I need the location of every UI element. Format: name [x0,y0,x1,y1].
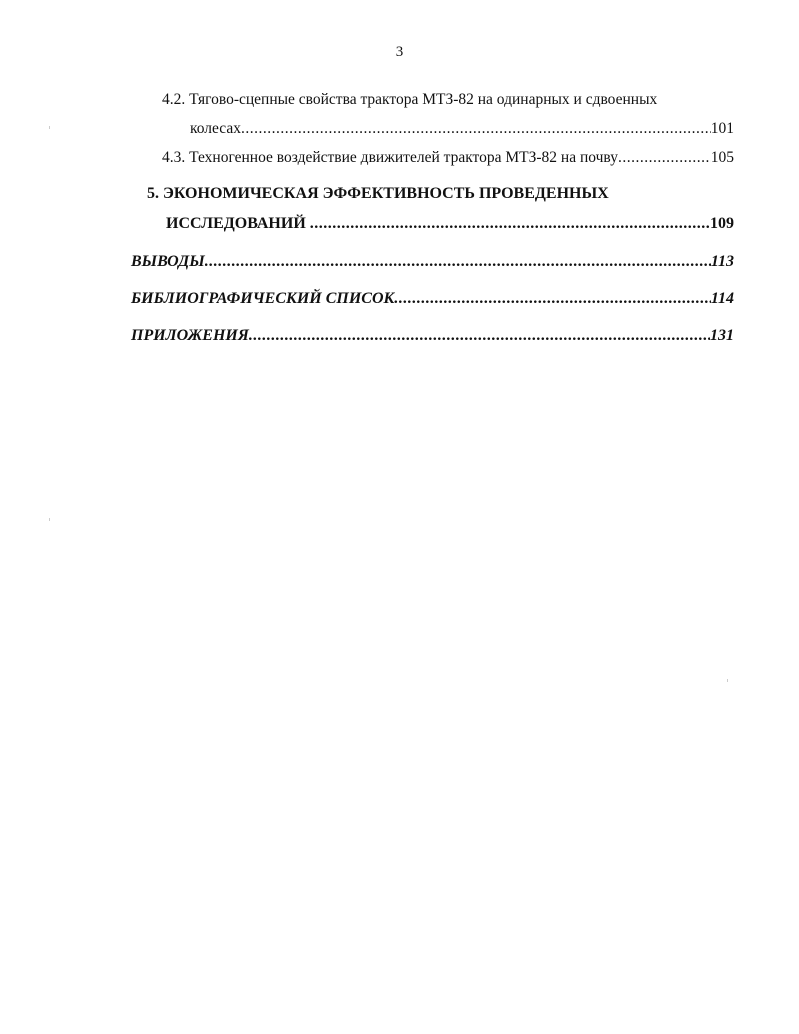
toc-appendices-label: ПРИЛОЖЕНИЯ [131,327,249,344]
toc-chapter-5-label: ИССЛЕДОВАНИЙ [166,215,306,232]
leader-dots [205,253,711,271]
leader-dots [241,120,711,138]
toc-bibliography-label: БИБЛИОГРАФИЧЕСКИЙ СПИСОК [131,290,395,307]
toc-entry-4-3[interactable] [162,149,734,167]
toc-chapter-5-line2[interactable] [166,215,734,233]
toc-entry-4-3-label: 4.3. Техногенное воздействие движителей трактора МТЗ-82 на почву [162,149,618,166]
leader-dots [249,327,710,345]
scan-mark [49,126,50,129]
toc-entry-4-2-line1: 4.2. Тягово-сцепные свойства трактора МТЗ-82 на одинарных и сдвоенных [162,91,658,108]
toc-entry-4-2-page: 101 [710,120,734,137]
toc-entry-4-2-line2[interactable] [190,120,734,138]
toc-appendices[interactable] [131,327,734,345]
toc-entry-4-2-label: колесах [190,120,241,137]
leader-dots [618,149,711,167]
toc-conclusions[interactable] [131,253,734,271]
toc-chapter-5-page: 109 [710,215,734,232]
toc-bibliography[interactable] [131,290,734,308]
toc-chapter-5-line1: 5. ЭКОНОМИЧЕСКАЯ ЭФФЕКТИВНОСТЬ ПРОВЕДЕННЫХ [147,185,609,202]
leader-dots [306,215,710,233]
toc-bibliography-page: 114 [710,290,734,307]
toc-conclusions-page: 113 [710,253,734,270]
page-number: 3 [395,44,404,60]
toc-appendices-page: 131 [710,327,734,344]
scan-mark [49,518,50,521]
toc-conclusions-label: ВЫВОДЫ [131,253,205,270]
toc-entry-4-3-page: 105 [710,149,734,166]
scan-mark [727,679,728,682]
leader-dots [394,290,710,308]
